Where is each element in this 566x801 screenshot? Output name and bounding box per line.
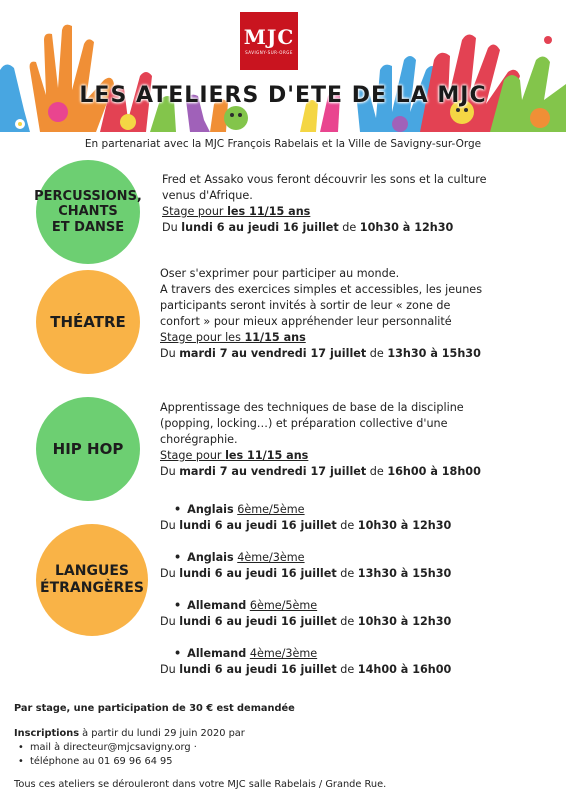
langue-level: 6ème/5ème (237, 503, 305, 516)
dates-prefix: Du (160, 519, 180, 532)
langue-name: Allemand (187, 599, 247, 612)
dates: mardi 7 au vendredi 17 juillet (179, 347, 367, 360)
stage-prefix: Stage pour les (160, 331, 245, 344)
bullet-dot: • (174, 551, 182, 564)
description-line: confort » pour mieux appréhender leur personnalité (160, 315, 452, 328)
inscriptions-block (14, 727, 245, 769)
time: 10h30 à 12h30 (357, 519, 452, 532)
dates: lundi 6 au jeudi 16 juillet (181, 221, 339, 234)
time-prefix: de (336, 519, 358, 532)
time-prefix: de (336, 615, 358, 628)
bullet-dot: • (174, 503, 182, 516)
page-title: LES ATELIERS D'ETE DE LA MJC (79, 83, 487, 108)
stage-prefix: Stage pour (162, 205, 228, 218)
hiphop-circle (36, 397, 140, 501)
dates-prefix: Du (160, 663, 180, 676)
langue-item (160, 646, 552, 678)
contact-item: • mail à directeur@mjcsavigny.org · (18, 742, 197, 753)
time-prefix: de (336, 663, 358, 676)
dates: lundi 6 au jeudi 16 juillet (179, 519, 337, 532)
time-prefix: de (366, 347, 388, 360)
stage-age: les 11/15 ans (225, 449, 309, 462)
inscriptions-label: Inscriptions (14, 728, 80, 739)
langues-description (160, 502, 552, 678)
langue-item (160, 598, 552, 630)
partner-line: En partenariat avec la MJC François Rabelais et la Ville de Savigny-sur-Orge (84, 138, 482, 150)
langue-item (160, 550, 552, 582)
langue-bullet (160, 502, 552, 518)
dates-line (160, 464, 552, 480)
stage-line (160, 330, 552, 346)
dates: mardi 7 au vendredi 17 juillet (179, 465, 367, 478)
langue-level: 6ème/5ème (249, 599, 318, 612)
dates-prefix: Du (160, 465, 180, 478)
contact-mail[interactable]: mail à directeur@mjcsavigny.org · (30, 742, 197, 753)
description-line: (popping, locking…) et préparation collective d'une (160, 417, 448, 430)
time: 13h30 à 15h30 (387, 347, 481, 360)
dates-line (160, 662, 552, 678)
dates-line (162, 220, 552, 236)
langue-level: 4ème/3ème (237, 551, 305, 564)
description-line: Oser s'exprimer pour participer au monde. (160, 267, 400, 280)
mjc-logo (240, 12, 298, 70)
logo-mark: MJC (243, 25, 295, 49)
stage-line (160, 448, 552, 464)
percussions-description (162, 172, 552, 236)
stage-prefix: Stage pour (160, 449, 226, 462)
time-prefix: de (336, 567, 358, 580)
dates: lundi 6 au jeudi 16 juillet (179, 567, 337, 580)
dates-line (160, 566, 552, 582)
price-note (14, 702, 295, 716)
workshop-name: PERCUSSIONS, CHANTS ET DANSE (34, 188, 142, 235)
time: 10h30 à 12h30 (359, 221, 454, 234)
inscriptions-text: à partir du lundi 29 juin 2020 par (79, 728, 245, 739)
description-line: A travers des exercices simples et accessibles, les jeunes (160, 283, 483, 296)
contact-item: • téléphone au 01 69 96 64 95 (18, 756, 173, 767)
price-text: Par stage, une participation de 30 € est demandée (14, 703, 295, 714)
theatre-description (160, 266, 552, 362)
time-prefix: de (338, 221, 360, 234)
closing-note: Tous ces ateliers se dérouleront dans votre MJC salle Rabelais / Grande Rue. (14, 779, 387, 790)
dates: lundi 6 au jeudi 16 juillet (179, 615, 337, 628)
langue-bullet (160, 646, 552, 662)
dates-prefix: Du (162, 221, 182, 234)
logo-subtitle: SAVIGNY-SUR-ORGE (245, 50, 293, 55)
langue-bullet (160, 550, 552, 566)
stage-line (162, 204, 552, 220)
langue-name: Allemand (187, 647, 247, 660)
time: 16h00 à 18h00 (387, 465, 481, 478)
dates-prefix: Du (160, 567, 180, 580)
dates-prefix: Du (160, 347, 180, 360)
stage-age: 11/15 ans (244, 331, 306, 344)
bullet-dot: • (174, 647, 182, 660)
time: 13h30 à 15h30 (357, 567, 452, 580)
description-line: venus d'Afrique. (162, 189, 253, 202)
langue-bullet (160, 598, 552, 614)
dates: lundi 6 au jeudi 16 juillet (179, 663, 337, 676)
painted-hands-banner (0, 0, 566, 132)
langue-item (160, 502, 552, 534)
description-line: participants seront invités à sortir de leur « zone de (160, 299, 451, 312)
dates-prefix: Du (160, 615, 180, 628)
description-line: Apprentissage des techniques de base de la discipline (160, 401, 464, 414)
stage-age: les 11/15 ans (227, 205, 311, 218)
hiphop-description (160, 400, 552, 480)
dates-line (160, 614, 552, 630)
langue-name: Anglais (187, 503, 234, 516)
description-line: chorégraphie. (160, 433, 238, 446)
langues-circle (36, 524, 148, 636)
inscriptions-line (14, 727, 245, 741)
time: 14h00 à 16h00 (357, 663, 452, 676)
langue-level: 4ème/3ème (249, 647, 318, 660)
time-prefix: de (366, 465, 388, 478)
workshop-name: THÉATRE (50, 313, 126, 331)
dates-line (160, 346, 552, 362)
langue-name: Anglais (187, 551, 234, 564)
bullet-dot: • (174, 599, 182, 612)
description-line: Fred et Assako vous feront découvrir les sons et la culture (162, 173, 487, 186)
time: 10h30 à 12h30 (357, 615, 452, 628)
workshop-name: LANGUES ÉTRANGÈRES (40, 563, 144, 596)
dates-line (160, 518, 552, 534)
percussions-circle (36, 160, 140, 264)
theatre-circle (36, 270, 140, 374)
contact-phone[interactable]: téléphone au 01 69 96 64 95 (30, 756, 173, 767)
workshop-name: HIP HOP (52, 440, 124, 458)
